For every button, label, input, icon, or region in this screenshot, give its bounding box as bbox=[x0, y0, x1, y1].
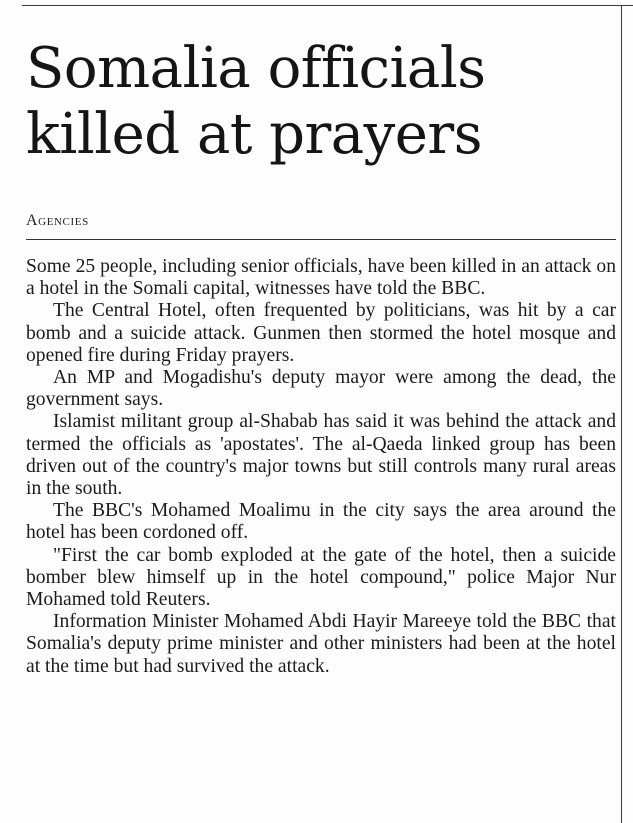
article-byline: Agencies bbox=[26, 212, 89, 229]
article-paragraph: The BBC's Mohamed Moalimu in the city says the area around the hotel has been cordoned off. bbox=[26, 500, 616, 544]
article-paragraph: The Central Hotel, often frequented by politicians, was hit by a car bomb and a suicide attack. Gunmen then stormed the hotel mosque and opened fire during Friday prayers. bbox=[26, 300, 616, 366]
article-body bbox=[26, 256, 616, 678]
article-paragraph: Information Minister Mohamed Abdi Hayir Mareeye told the BBC that Somalia's deputy prime minister and other ministers had been at the hotel at the time but had survived the attack. bbox=[26, 611, 616, 677]
article-paragraph: An MP and Mogadishu's deputy mayor were among the dead, the government says. bbox=[26, 367, 616, 411]
article-paragraph: Islamist militant group al-Shabab has said it was behind the attack and termed the officials as 'apostates'. The al-Qaeda linked group has been driven out of the country's major towns but still controls many rural areas in the south. bbox=[26, 411, 616, 500]
article-paragraph: "First the car bomb exploded at the gate of the hotel, then a suicide bomber blew himself up in the hotel compound," police Major Nur Mohamed told Reuters. bbox=[26, 544, 616, 611]
article-headline: Somalia officials killed at prayers bbox=[26, 36, 486, 167]
byline-divider bbox=[26, 239, 616, 240]
top-border-rule bbox=[22, 5, 633, 6]
right-border-rule bbox=[621, 5, 622, 823]
article-paragraph: Some 25 people, including senior officials, have been killed in an attack on a hotel in the Somali capital, witnesses have told the BBC. bbox=[26, 256, 616, 300]
